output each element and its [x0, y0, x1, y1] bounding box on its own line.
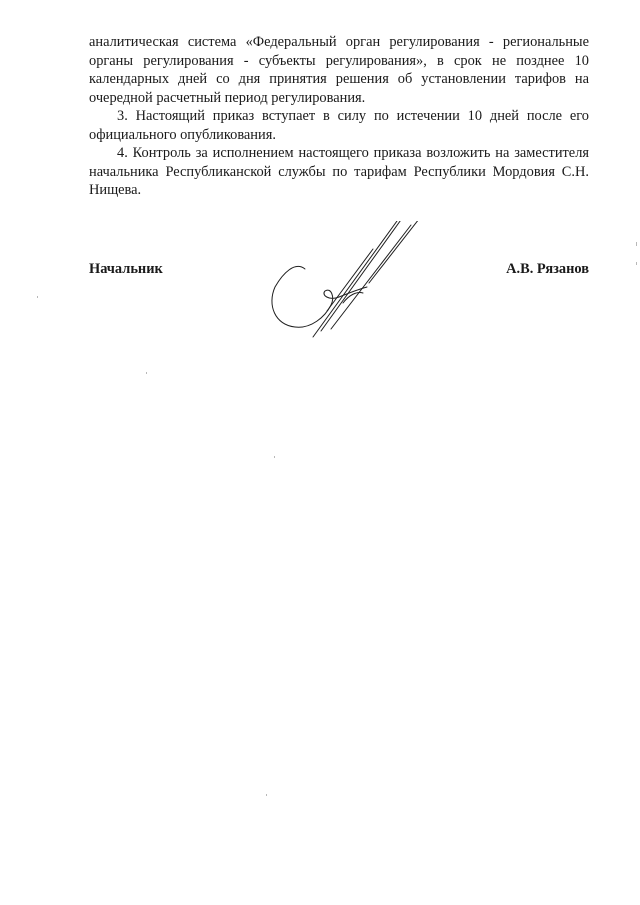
paragraph-continuation: аналитическая система «Федеральный орган регулирования - региональные органы регулирования - субъекты регулирования», в срок не позднее 10 календарных дней со дня принятия решения об установлении тарифов на очередной расчетный период регулирования. — [89, 34, 589, 106]
scan-speck — [37, 296, 38, 298]
signature-block — [89, 256, 589, 356]
signatory-name: А.В. Рязанов — [506, 261, 589, 277]
paragraph-effective-date: 3. Настоящий приказ вступает в силу по истечении 10 дней после его официального опубликования. — [89, 108, 589, 143]
paragraph-control: 4. Контроль за исполнением настоящего приказа возложить на заместителя начальника Республиканской службы по тарифам Республики Мордовия С.Н. Нищева. — [89, 145, 589, 198]
scan-speck — [636, 242, 637, 246]
document-body — [89, 33, 589, 200]
handwritten-signature-icon — [269, 221, 429, 341]
scan-speck — [146, 372, 147, 374]
signatory-title: Начальник — [89, 261, 163, 277]
scan-speck — [266, 794, 267, 796]
scan-speck — [274, 456, 275, 458]
scan-speck — [636, 262, 637, 265]
